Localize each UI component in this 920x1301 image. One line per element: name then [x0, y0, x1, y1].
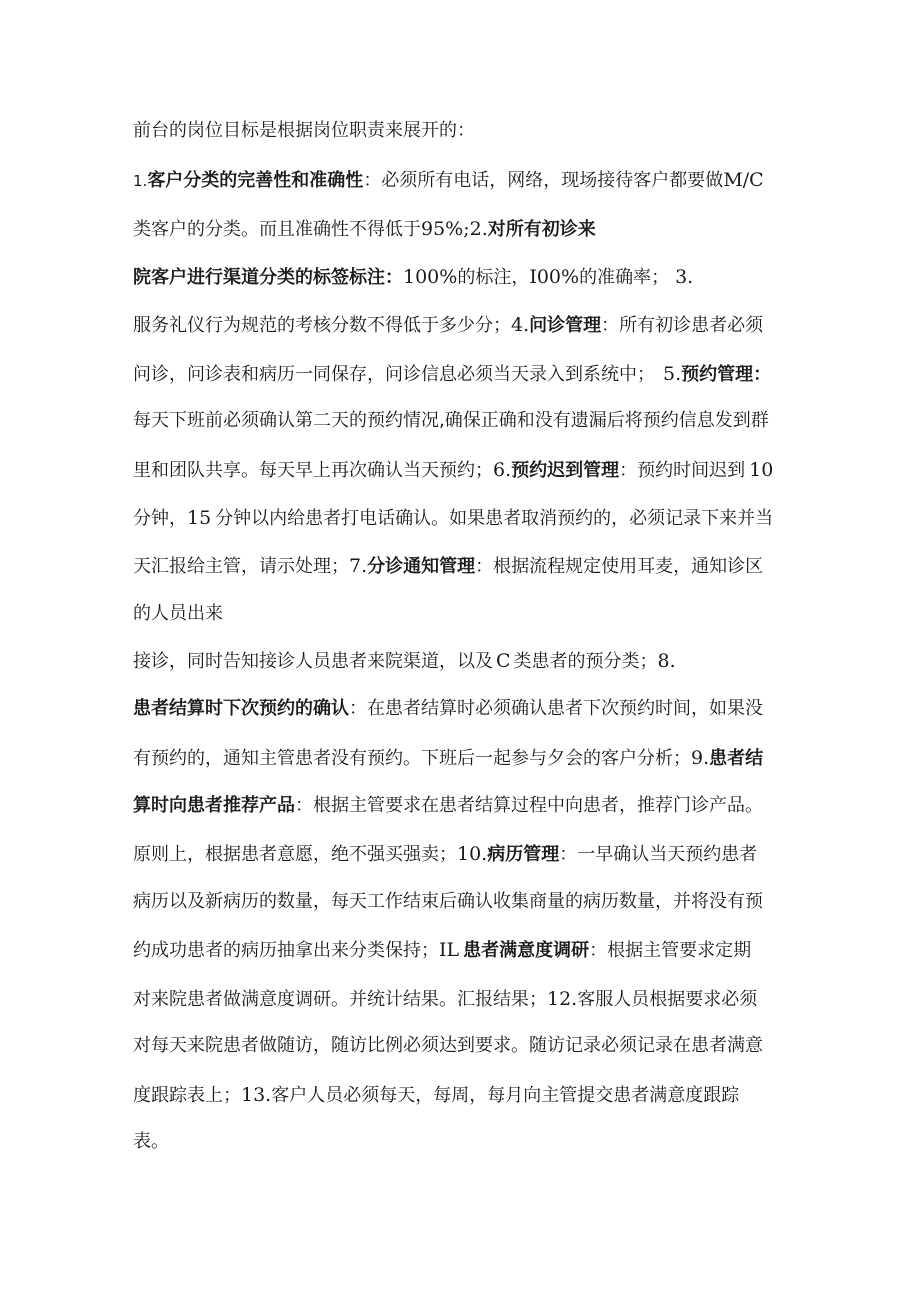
text-line	[133, 359, 771, 389]
intro-line	[133, 116, 475, 146]
body-text: 的标注，	[457, 267, 530, 288]
text-line	[133, 165, 764, 195]
body-text: ：一早确认当天预约患者	[559, 844, 758, 865]
number-text: M/C	[723, 169, 764, 191]
text-line	[133, 551, 763, 581]
item-heading: 分诊通知管理	[367, 556, 476, 577]
number-text: IL	[439, 939, 460, 961]
body-text: ：必须所有电话，网络，现场接待客户都要做	[363, 170, 724, 191]
item-heading: 患者满意度调研	[463, 940, 590, 961]
body-text: 约成功患者的病历抽拿出来分类保持；	[133, 940, 439, 961]
body-text: ：预约时间迟到	[619, 460, 746, 481]
body-text: 接诊，同时告知接诊人员患者来院渠道，以及	[133, 651, 493, 672]
number-text: 5.	[663, 363, 682, 385]
number-text: 10.	[457, 843, 488, 865]
text-line	[133, 1031, 763, 1061]
body-text: 的准确率；	[579, 267, 670, 288]
text-line	[133, 984, 757, 1014]
body-text: 客户人员必须每天，每周，每月向主管提交患者满意度跟踪	[271, 1085, 740, 1106]
item-heading: 患者结算时下次预约的确认	[133, 698, 349, 719]
body-text: 的人员出来	[133, 603, 223, 624]
body-text: 原则上，根据患者意愿，绝不强买强卖；	[133, 844, 457, 865]
body-text: 问诊，问诊表和病历一同保存，问诊信息必须当天录入到系统中；	[133, 364, 655, 385]
item-heading: 患者结	[709, 748, 764, 769]
number-text: 7.	[349, 555, 368, 577]
number-text: C	[496, 650, 511, 672]
item-heading: 病历管理	[487, 844, 560, 865]
item-heading: 问诊管理	[529, 315, 602, 336]
text-line	[133, 694, 763, 724]
number-text: 10	[749, 459, 774, 481]
number-text: I00%	[529, 266, 580, 288]
number-text: 13.	[241, 1084, 272, 1106]
number-text: 12.	[547, 988, 578, 1010]
text-line	[133, 646, 676, 676]
body-text: 类客户的分类。而且准确性不得低于	[133, 219, 421, 240]
text-line	[133, 1080, 739, 1110]
body-text: 分钟以内给患者打电话确认。如果患者取消预约的，必须记录下来并当	[215, 508, 774, 529]
item-number: 1.	[133, 172, 148, 190]
body-text: ：在患者结算时必须确认患者下次预约时间，如果没	[349, 698, 763, 719]
item-heading: 预约迟到管理	[511, 460, 620, 481]
text-line	[133, 214, 596, 244]
number-text: 3.	[675, 266, 694, 288]
text-line	[133, 887, 763, 917]
number-text: 4.	[511, 314, 530, 336]
text-line	[133, 791, 763, 821]
number-text: 6.	[493, 459, 512, 481]
text-line	[133, 1127, 169, 1157]
body-text: 表。	[133, 1131, 169, 1152]
body-text: 度跟踪表上；	[133, 1085, 241, 1106]
body-text: 对每天来院患者做随访，随访比例必须达到要求。随访记录必须记录在患者满意	[133, 1035, 763, 1056]
item-heading: 院客户进行渠道分类的标签标注：	[133, 267, 403, 288]
text-line	[133, 935, 751, 965]
body-text: 里和团队共享。每天早上再次确认当天预约；	[133, 460, 493, 481]
item-heading: 算时向患者推荐产品	[133, 795, 295, 816]
text-line	[133, 310, 763, 340]
intro-text: 前台的岗位目标是根据岗位职责来展开的：	[133, 120, 475, 141]
number-text: 8.	[657, 650, 676, 672]
body-text: ：所有初诊患者必须	[601, 315, 764, 336]
item-heading: 预约管理：	[681, 364, 772, 385]
body-text: 有预约的，通知主管患者没有预约。下班后一起参与夕会的客户分析；	[133, 748, 691, 769]
body-text: 天汇报给主管，请示处理；	[133, 556, 349, 577]
item-heading: 对所有初诊来	[487, 219, 596, 240]
text-line	[133, 503, 773, 533]
body-text: 服务礼仪行为规范的考核分数不得低于多少分；	[133, 315, 511, 336]
body-text: 病历以及新病历的数量，每天工作结束后确认收集商量的病历数量，并将没有预	[133, 891, 763, 912]
body-text: ：根据主管要求在患者结算过程中向患者，推荐门诊产品。	[295, 795, 763, 816]
number-text: 95%;2.	[421, 218, 488, 240]
body-text: ：根据流程规定使用耳麦，通知诊区	[475, 556, 764, 577]
number-text: 15	[187, 507, 212, 529]
body-text: 对来院患者做满意度调研。并统计结果。汇报结果；	[133, 989, 547, 1010]
number-text: 9.	[691, 747, 710, 769]
body-text: 类患者的预分类；	[513, 651, 658, 672]
text-line	[133, 743, 763, 773]
body-text: 每天下班前必须确认第二天的预约情况,确保正确和没有遗漏后将预约信息发到群	[133, 410, 769, 431]
body-text: 分钟，	[133, 508, 187, 529]
text-line	[133, 455, 773, 485]
text-line	[133, 839, 757, 869]
item-heading: 客户分类的完善性和准确性	[147, 170, 364, 191]
number-text: 100%	[403, 266, 458, 288]
body-text: 客服人员根据要求必须	[577, 989, 758, 1010]
text-line	[133, 599, 223, 629]
text-line	[133, 406, 769, 436]
body-text: ：根据主管要求定期	[589, 940, 752, 961]
text-line	[133, 262, 693, 292]
